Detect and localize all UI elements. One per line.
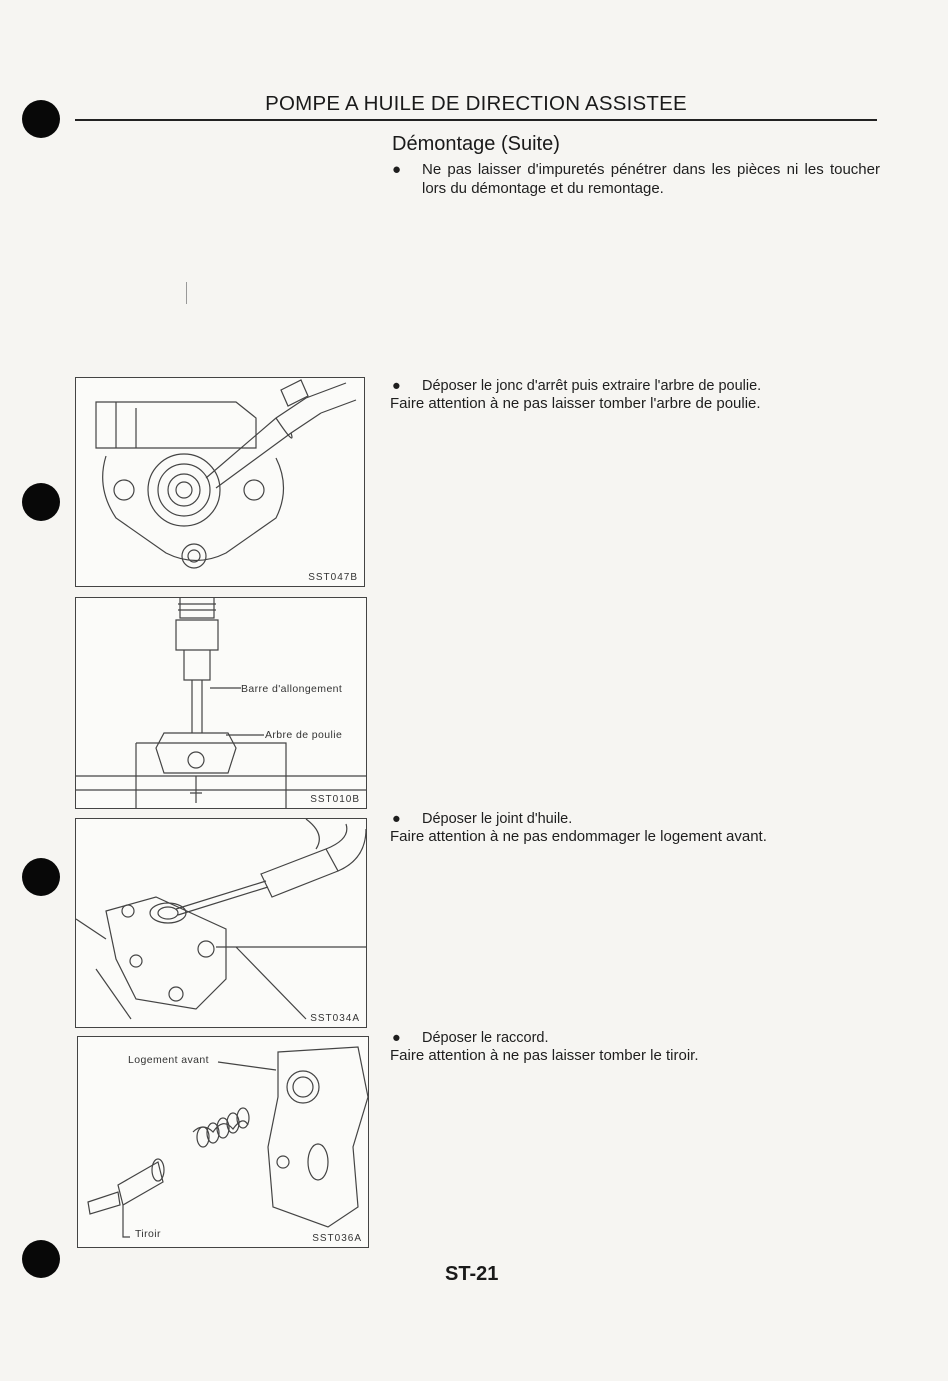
step-caution: Faire attention à ne pas laisser tomber l'arbre de poulie. [390,395,761,412]
bullet: ● [392,161,402,178]
header-rule [75,119,877,121]
callout-spool: Tiroir [135,1228,161,1240]
step-action: Déposer le raccord. [422,1030,549,1046]
step-action: Déposer le jonc d'arrêt puis extraire l'arbre de poulie. [422,378,762,394]
step-1 [390,377,890,413]
intro-text: Ne pas laisser d'impuretés pénétrer dans les pièces ni les toucher lors du démontage et du remontage. [422,161,880,197]
figure-connector-removal [77,1036,369,1248]
bullet: ● [392,1030,401,1046]
callout-extension-bar: Barre d'allongement [241,683,343,695]
figure-code: SST034A [310,1013,360,1024]
callout-pulley-shaft: Arbre de poulie [265,729,343,741]
page-header-title: POMPE A HUILE DE DIRECTION ASSISTEE [265,92,687,115]
step-caution: Faire attention à ne pas laisser tomber le tiroir. [390,1047,699,1064]
callout-front-housing: Logement avant [128,1054,209,1066]
binder-hole [22,858,60,896]
binder-hole [22,100,60,138]
figure-code: SST010B [310,794,360,805]
binder-hole [22,1240,60,1278]
page-number: ST-21 [445,1263,499,1285]
bullet: ● [392,378,401,394]
step-caution: Faire attention à ne pas endommager le logement avant. [390,828,767,845]
bullet: ● [392,811,401,827]
step-2 [390,810,890,846]
figure-pulley-shaft-press [75,597,367,809]
figure-oil-seal-removal [75,818,367,1028]
scan-mark [186,282,187,304]
figure-code: SST036A [312,1233,362,1244]
figure-snap-ring-removal [75,377,365,587]
binder-hole [22,483,60,521]
intro-note [392,160,880,198]
section-title: Démontage (Suite) [392,133,560,155]
step-3 [390,1029,890,1065]
figure-code: SST047B [308,572,358,583]
step-action: Déposer le joint d'huile. [422,811,573,827]
